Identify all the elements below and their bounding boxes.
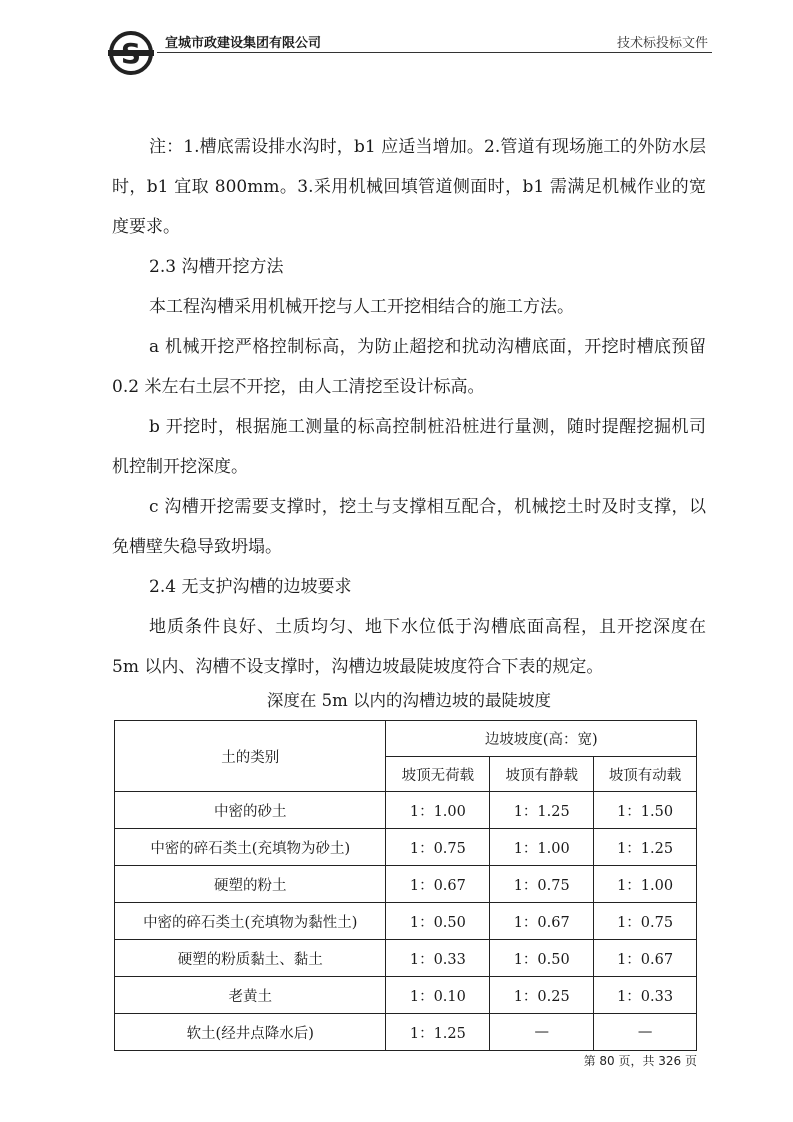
soil-cell: 硬塑的粉土 [115,866,386,903]
section-heading-2-4: 2.4 无支护沟槽的边坡要求 [149,577,352,597]
value-cell: 1：0.75 [490,866,594,903]
value-cell: 1：1.00 [386,792,490,829]
table-row [115,977,697,1014]
page-number: 第 80 页，共 326 页 [583,1054,697,1068]
paragraph: a 机械开挖严格控制标高，为防止超挖和扰动沟槽底面，开挖时槽底预留 0.2 米左右土层不开挖，由人工清挖至设计标高。 [112,337,706,397]
paragraph: 本工程沟槽采用机械开挖与人工开挖相结合的施工方法。 [149,297,574,317]
table-row [115,866,697,903]
value-cell: 1：0.33 [594,977,697,1014]
table-row [115,1014,697,1051]
header-slope-ratio: 边坡坡度(高：宽) [386,721,697,757]
value-cell: 1：1.50 [594,792,697,829]
table-row [115,903,697,940]
value-cell: 1：1.25 [594,829,697,866]
value-cell: 1：0.75 [594,903,697,940]
header-soil-type: 土的类别 [115,721,386,792]
value-cell: 1：0.50 [386,903,490,940]
soil-cell: 中密的碎石类土(充填物为砂土) [115,829,386,866]
header-dynamic-load: 坡顶有动载 [594,757,697,792]
table-caption: 深度在 5m 以内的沟槽边坡的最陡坡度 [266,691,552,710]
value-cell: 1：1.25 [386,1014,490,1051]
header-divider [157,52,712,53]
table-row [115,792,697,829]
value-cell: 1：0.25 [490,977,594,1014]
value-cell: 1：0.75 [386,829,490,866]
paragraph: b 开挖时，根据施工测量的标高控制桩沿桩进行量测，随时提醒挖掘机司机控制开挖深度。 [112,417,706,477]
value-cell: 1：1.00 [594,866,697,903]
header-no-load: 坡顶无荷载 [386,757,490,792]
value-cell: 1：0.33 [386,940,490,977]
company-name: 宣城市政建设集团有限公司 [165,36,322,51]
soil-cell: 软土(经井点降水后) [115,1014,386,1051]
slope-table [114,720,697,1051]
soil-cell: 中密的砂土 [115,792,386,829]
document-type: 技术标投标文件 [616,36,708,51]
value-cell: 1：0.10 [386,977,490,1014]
value-cell: 1：1.00 [490,829,594,866]
document-body [112,127,706,687]
soil-cell: 硬塑的粉质黏土、黏土 [115,940,386,977]
paragraph: 地质条件良好、土质均匀、地下水位低于沟槽底面高程，且开挖深度在 5m 以内、沟槽不设支撑时，沟槽边坡最陡坡度符合下表的规定。 [112,617,706,677]
page-header [108,24,708,72]
value-cell: 1：1.25 [490,792,594,829]
value-cell: 1：0.67 [490,903,594,940]
company-logo-icon [108,30,154,76]
value-cell: 1：0.67 [594,940,697,977]
table-row [115,940,697,977]
section-heading-2-3: 2.3 沟槽开挖方法 [149,257,284,277]
soil-cell: 老黄土 [115,977,386,1014]
header-static-load: 坡顶有静载 [490,757,594,792]
note-paragraph: 注：1.槽底需设排水沟时，b1 应适当增加。2.管道有现场施工的外防水层时，b1 宜取 800mm。3.采用机械回填管道侧面时，b1 需满足机械作业的宽度要求。 [112,137,706,237]
value-cell: — [594,1014,697,1051]
table-row [115,829,697,866]
value-cell: 1：0.50 [490,940,594,977]
logo-letter: S [120,37,142,70]
value-cell: 1：0.67 [386,866,490,903]
soil-cell: 中密的碎石类土(充填物为黏性土) [115,903,386,940]
paragraph: c 沟槽开挖需要支撑时，挖土与支撑相互配合，机械挖土时及时支撑，以免槽壁失稳导致坍塌。 [112,497,706,557]
value-cell: — [490,1014,594,1051]
